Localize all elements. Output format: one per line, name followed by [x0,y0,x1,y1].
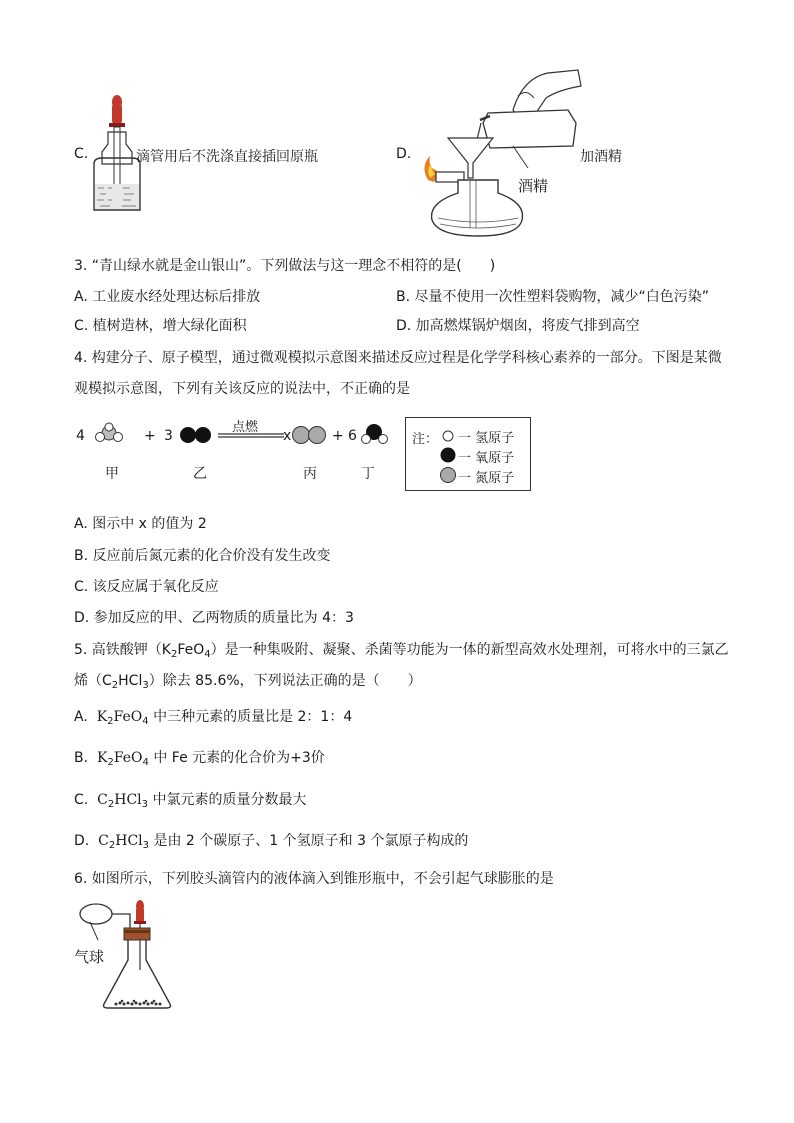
atom-legend [405,417,531,491]
label-jia: 甲 [105,466,119,482]
oxygen-atom-icon [440,447,456,463]
q2-option-d-alcohol-label: 酒精 [518,177,549,195]
label-yi: 乙 [193,466,207,482]
q4-option-d: D. 参加反应的甲、乙两物质的质量比为 4：3 [74,610,354,626]
q4-stem-line2: 观模拟示意图，下列有关该反应的说法中，不正确的是 [74,381,410,397]
alcohol-lamp-illustration [418,68,588,243]
molecule-ding-h2o [360,422,392,446]
q6-stem: 6. 如图所示，下列胶头滴管内的液体滴入到锥形瓶中，不会引起气球膨胀的是 [74,871,554,887]
q2-option-c-label: C. [74,146,89,162]
molecule-jia-nh3 [92,423,126,445]
q2-option-c-text: 滴管用后不洗涤直接插回原瓶 [136,149,318,165]
q4-option-b: B. 反应前后氮元素的化合价没有发生改变 [74,548,331,564]
molecule-bing-n2 [290,425,330,445]
q5-stem-line2: 烯$(C_2HCl_3)$除去 85.6%，下列说法正确的是（ ） [74,673,422,691]
legend-oxygen: 一 氧原子 [458,451,515,466]
q3-stem: 3. “青山绿水就是金山银山”。下列做法与这一理念不相符的是( ) [74,258,496,274]
molecule-yi-o2 [178,425,214,445]
label-ding: 丁 [361,466,375,482]
coef-bing: x [283,428,292,444]
q4-option-c: C. 该反应属于氧化反应 [74,579,219,595]
q5-option-c: C. $C_2HCl_3$ 中氯元素的质量分数最大 [74,792,307,810]
hydrogen-atom-icon [442,430,454,442]
q2-option-d-add-label: 加酒精 [580,149,622,165]
q5-option-b: B. $K_2FeO_4$ 中 Fe 元素的化合价为+3价 [74,750,325,768]
coef-yi: 3 [164,428,173,444]
legend-hydrogen: 一 氢原子 [458,431,515,446]
q4-stem-line1: 4. 构建分子、原子模型，通过微观模拟示意图来描述反应过程是化学学科核心素养的一部分。下图是某微 [74,350,722,366]
reaction-condition: 点燃 [232,420,259,435]
q3-option-d: D. 加高燃煤锅炉烟囱，将废气排到高空 [396,318,640,334]
coef-jia: 4 [76,428,85,444]
coef-ding: 6 [348,428,357,444]
nitrogen-atom-icon [440,467,456,483]
q5-option-d: D. $C_2HCl_3$ 是由 2 个碳原子、1 个氢原子和 3 个氯原子构成的 [74,833,469,851]
legend-nitrogen: 一 氮原子 [458,471,515,486]
label-bing: 丙 [303,466,317,482]
plus-1: + [144,428,156,444]
legend-title: 注： [412,432,439,447]
q4-option-a: A. 图示中 x 的值为 2 [74,516,207,532]
reaction-arrow [218,433,284,439]
q3-option-b: B. 尽量不使用一次性塑料袋购物，减少“白色污染” [396,289,710,305]
q3-option-c: C. 植树造林，增大绿化面积 [74,318,247,334]
balloon-label: 气球 [74,948,105,966]
q3-option-a: A. 工业废水经处理达标后排放 [74,289,261,305]
plus-2: + [332,428,344,444]
q5-stem-line1: 5. 高铁酸钾$(K_2FeO_4)$是一种集吸附、凝聚、杀菌等功能为一体的新型高效水处理剂，可将水中的三氯乙 [74,642,729,660]
q2-option-d-label: D. [396,146,412,162]
q5-option-a: A. $K_2FeO_4$ 中三种元素的质量比是 2：1：4 [74,709,353,727]
